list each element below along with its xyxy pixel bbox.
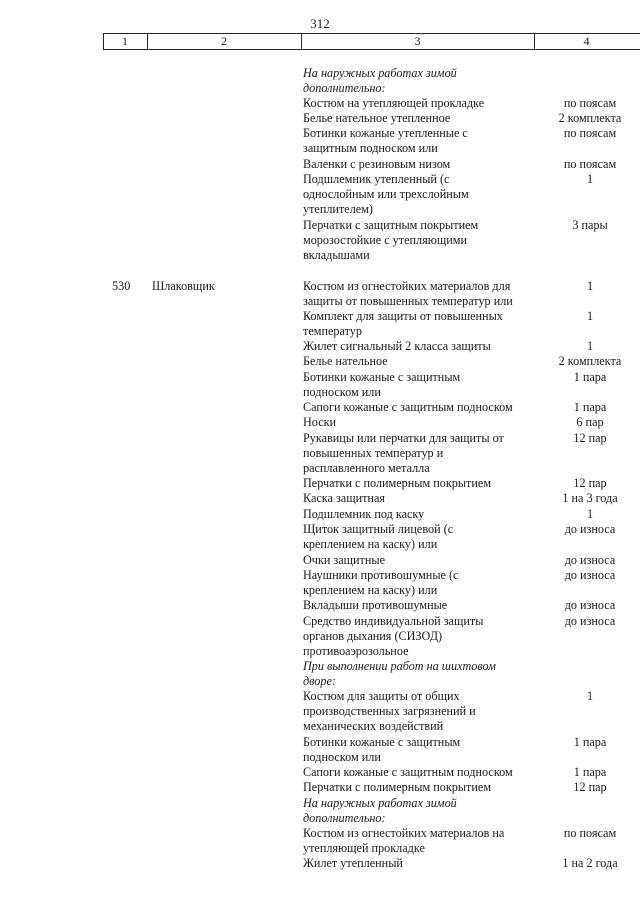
ppe-quantity: до износа — [564, 614, 616, 628]
ppe-quantity: 1 пара — [573, 735, 607, 749]
ppe-item: Костюм из огнестойких материалов на утепляющей прокладке — [303, 826, 505, 856]
ppe-quantity: 12 пар — [573, 476, 607, 490]
ppe-quantity: 3 пары — [572, 218, 608, 232]
ppe-item: Очки защитные — [303, 553, 385, 567]
ppe-quantity: 1 — [586, 309, 594, 323]
ppe-item: Подшлемник под каску — [303, 507, 425, 521]
page-number: 312 — [310, 16, 330, 31]
header-col-1: 1 — [122, 34, 128, 48]
ppe-item: Сапоги кожаные с защитным подноском — [303, 765, 513, 779]
ppe-quantity: 1 — [586, 689, 594, 703]
ppe-quantity: до износа — [564, 598, 616, 612]
row-number: 530 — [112, 279, 131, 293]
ppe-quantity: 1 пара — [573, 400, 607, 414]
ppe-item: Белье нательное — [303, 354, 388, 368]
ppe-quantity: 12 пар — [573, 780, 607, 794]
ppe-item: Средство индивидуальной защиты органов дыхания (СИЗОД) противоаэрозольное — [303, 614, 484, 659]
ppe-quantity: 2 комплекта — [558, 354, 622, 368]
section-note: На наружных работах зимой дополнительно: — [303, 796, 457, 826]
profession-name: Шлаковщик — [152, 279, 215, 293]
ppe-quantity: 1 пара — [573, 370, 607, 384]
table-header — [103, 33, 640, 50]
ppe-quantity: 1 — [586, 279, 594, 293]
ppe-item: Носки — [303, 415, 337, 429]
ppe-quantity: по поясам — [563, 126, 617, 140]
ppe-quantity: 2 комплекта — [558, 111, 622, 125]
ppe-item: Комплект для защиты от повышенных температур — [303, 309, 503, 339]
ppe-quantity: 1 пара — [573, 765, 607, 779]
ppe-quantity: 1 — [586, 172, 594, 186]
ppe-item: Наушники противошумные (с креплением на каску) или — [303, 568, 459, 598]
section-note: При выполнении работ на шихтовом дворе: — [303, 659, 496, 689]
ppe-item: Ботинки кожаные с защитным подноском или — [303, 735, 461, 765]
ppe-item: Сапоги кожаные с защитным подноском — [303, 400, 513, 414]
ppe-quantity: по поясам — [563, 96, 617, 110]
ppe-quantity: до износа — [564, 553, 616, 567]
ppe-quantity: по поясам — [563, 157, 617, 171]
section-note: На наружных работах зимой дополнительно: — [303, 66, 457, 96]
header-col-4: 4 — [583, 34, 590, 48]
ppe-item: Подшлемник утепленный (с однослойным или трехслойным утеплителем) — [303, 172, 469, 217]
ppe-item: Ботинки кожаные утепленные с защитным подноском или — [303, 126, 468, 156]
ppe-item: Вкладыши противошумные — [303, 598, 448, 612]
header-col-2: 2 — [221, 34, 227, 48]
ppe-quantity: 12 пар — [573, 431, 607, 445]
ppe-item: Рукавицы или перчатки для защиты от повышенных температур и расплавленного металла — [303, 431, 504, 476]
ppe-quantity: до износа — [564, 522, 616, 536]
ppe-item: Каска защитная — [303, 491, 385, 505]
ppe-item: Белье нательное утепленное — [303, 111, 451, 125]
ppe-item: Щиток защитный лицевой (с креплением на каску) или — [303, 522, 454, 552]
ppe-item: Валенки с резиновым низом — [303, 157, 451, 171]
ppe-quantity: до износа — [564, 568, 616, 582]
ppe-item: Костюм для защиты от общих производственных загрязнений и механических воздействий — [303, 689, 476, 734]
ppe-item: Перчатки с полимерным покрытием — [303, 476, 492, 490]
ppe-quantity: 1 — [586, 507, 594, 521]
ppe-item: Жилет утепленный — [303, 856, 403, 870]
ppe-quantity: 1 — [586, 339, 594, 353]
ppe-item: Перчатки с полимерным покрытием — [303, 780, 492, 794]
ppe-quantity: 6 пар — [576, 415, 604, 429]
ppe-item: Жилет сигнальный 2 класса защиты — [303, 339, 491, 353]
header-col-3: 3 — [414, 34, 421, 48]
ppe-quantity: по поясам — [563, 826, 617, 840]
ppe-item: Костюм на утепляющей прокладке — [303, 96, 485, 110]
ppe-item: Костюм из огнестойких материалов для защиты от повышенных температур или — [303, 279, 513, 309]
ppe-item: Ботинки кожаные с защитным подноском или — [303, 370, 461, 400]
ppe-quantity: 1 на 3 года — [562, 491, 618, 505]
ppe-item: Перчатки с защитным покрытием морозостойкие с утепляющими вкладышами — [303, 218, 479, 263]
ppe-quantity: 1 на 2 года — [562, 856, 618, 870]
